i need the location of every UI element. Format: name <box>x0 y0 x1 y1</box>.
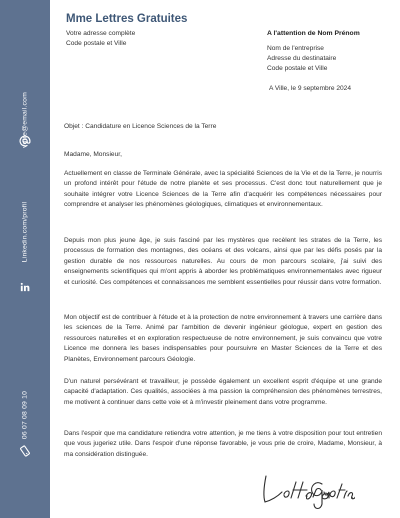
at-icon <box>19 134 31 152</box>
signature <box>260 470 355 515</box>
recipient-postal: Code postale et Ville <box>267 65 328 72</box>
recipient-attention: A l'attention de Nom Prénom <box>267 30 360 37</box>
sidebar-phone: 06 07 08 09 10 <box>21 390 29 440</box>
paragraph-intro: Actuellement en classe de Terminale Générale, avec la spécialité Sciences de la Vie et de la Terre, je nourris un profond intérêt pour l'étude de notre planète et ses processus. C'est donc tout naturellement que je souhaite intégrer votre Licence Sciences de la Terre afin d'acquérir les compétences nécessaires pour comprendre et analyser les phénomènes géologiques, climatiques et environnementaux. <box>64 170 382 209</box>
sender-address: Votre adresse complète <box>66 30 136 37</box>
recipient-address: Adresse du destinataire <box>267 55 337 62</box>
linkedin-icon <box>20 279 30 297</box>
paragraph-closing: Dans l'espoir que ma candidature retiendra votre attention, je me tiens à votre disposition pour tout entretien que vous jugeriez utile. Dans l'espoir d'une réponse favorable, je vous prie de croire, Madame, Monsieur, à ma considération distinguée. <box>64 430 382 458</box>
sidebar-linkedin: Linkedin.com/profil <box>21 201 29 263</box>
salutation: Madame, Monsieur, <box>64 151 122 158</box>
paragraph-objective: Mon objectif est de contribuer à l'étude et à la protection de notre environnement à travers une carrière dans les sciences de la Terre. Animé par l'ambition de devenir ingénieur géologue, expert en gestion des ressources naturelles et en exploration respectueuse de notre environnement, je suis convaincu que votre Licence me donnera les bases indispensables pour poursuivre en Master Sciences de la Terre et des Planètes, Environnement parcours Géologie. <box>64 314 382 363</box>
paragraph-passion: Depuis mon plus jeune âge, je suis fasciné par les mystères que recèlent les strates de la Terre, les processus de formation des montagnes, des océans et des volcans, ainsi que par les défis posés par la gestion durable de nos ressources naturelles. Au cours de mon parcours scolaire, j'ai suivi des enseignements scientifiques qui m'ont appris à aborder les problématiques environnementales avec rigueur et curiosité. Ces compétences et connaissances me semblent essentielles pour réussir dans votre formation. <box>64 237 382 286</box>
phone-icon <box>19 444 31 462</box>
recipient-company: Nom de l'entreprise <box>267 45 324 52</box>
letter-object: Objet : Candidature en Licence Sciences de la Terre <box>64 123 217 130</box>
sender-postal: Code postale et Ville <box>66 40 127 47</box>
sender-name: Mme Lettres Gratuites <box>66 13 188 25</box>
sidebar-email: votre@email.com <box>21 92 29 148</box>
letter-date: A Ville, le 9 septembre 2024 <box>269 85 351 92</box>
paragraph-qualities: D'un naturel persévérant et travailleur, je possède également un excellent esprit d'équipe et une grande capacité d'adaptation. Ces qualités, associées à ma passion la compréhension des phénomènes terrestres, me motivent à continuer dans cette voie et à m'investir pleinement dans votre programme. <box>64 378 382 406</box>
contact-sidebar <box>0 0 50 518</box>
